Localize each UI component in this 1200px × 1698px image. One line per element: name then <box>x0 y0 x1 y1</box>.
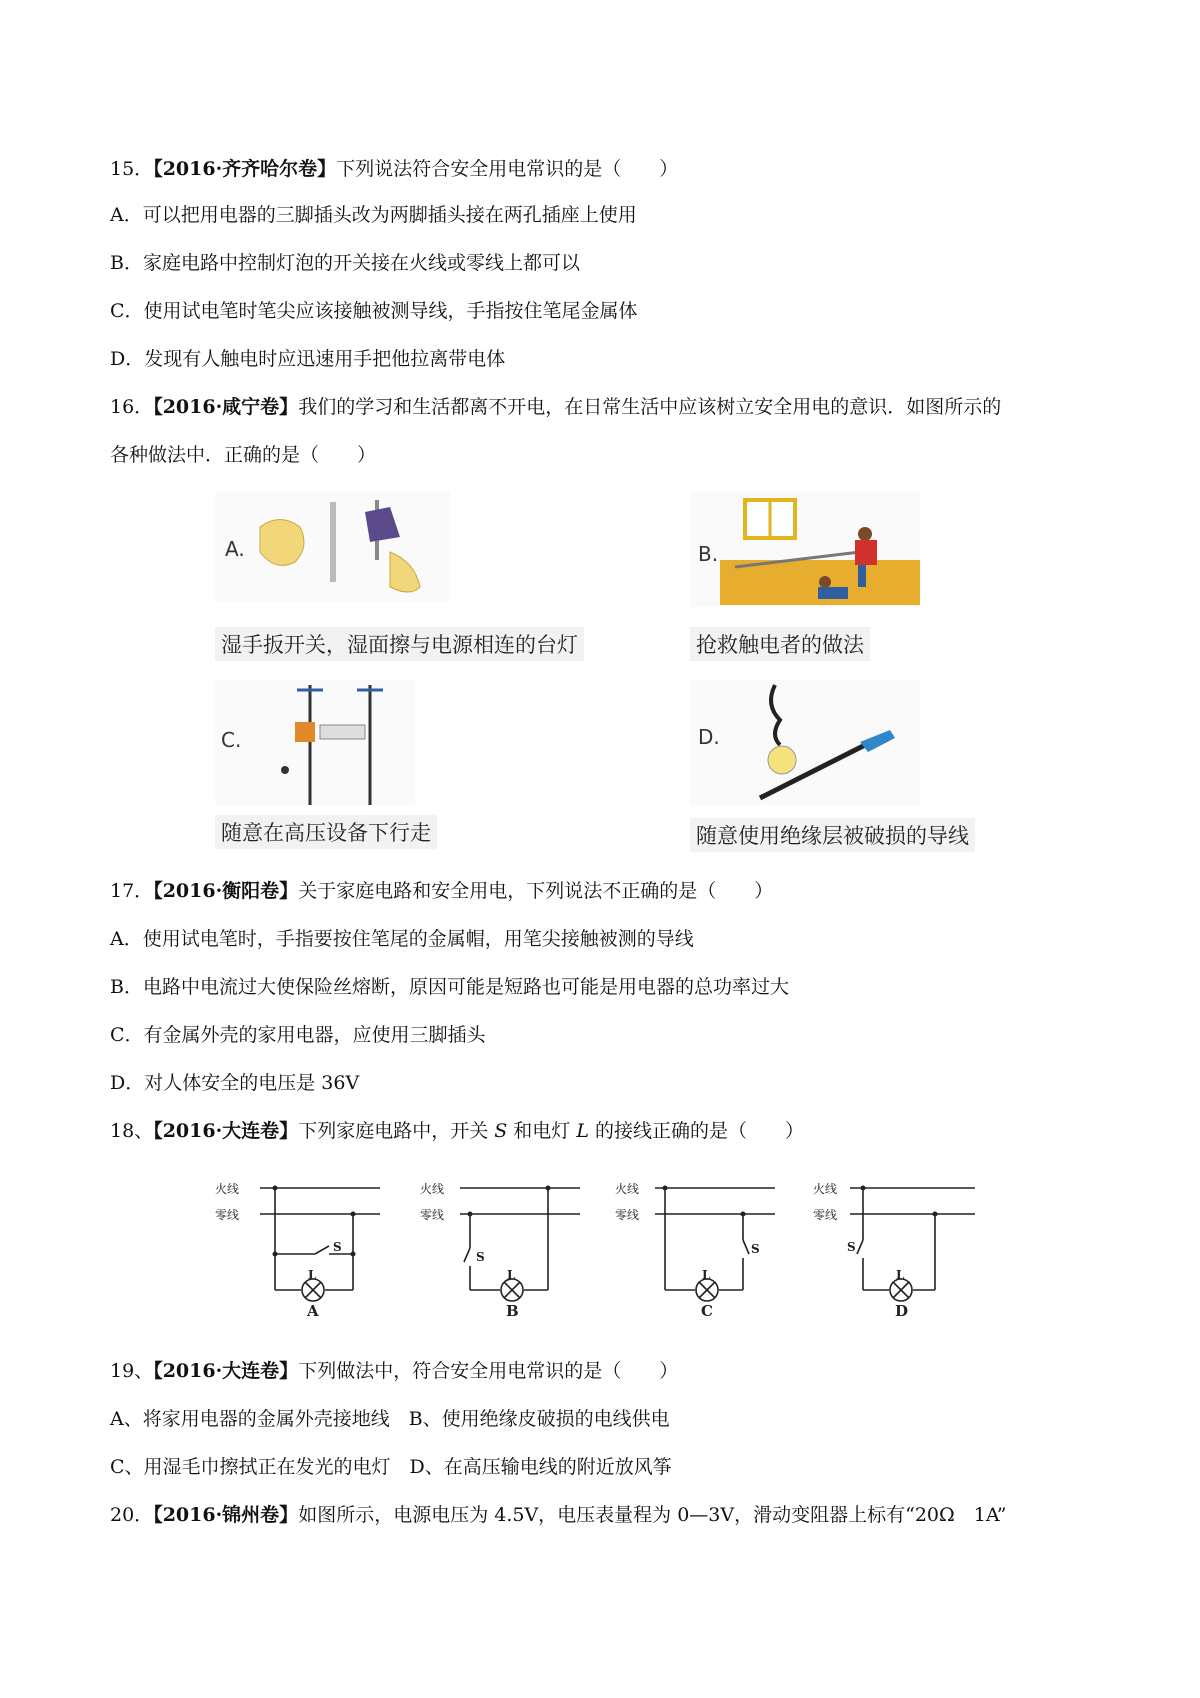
switch-label: S <box>751 1242 760 1256</box>
q17-option-a: A．使用试电笔时，手指要按住笔尾的金属帽，用笔尖接触被测的导线 <box>110 928 694 950</box>
q16-panel-a <box>215 492 610 667</box>
damaged-wire-illustration <box>690 680 920 805</box>
high-voltage-walk-illustration <box>215 680 415 805</box>
wet-hand-switch-illustration <box>215 492 450 602</box>
q16-panel-c-letter: C. <box>221 728 242 752</box>
neutral-wire-label: 零线 <box>215 1208 240 1222</box>
neutral-wire-label: 零线 <box>813 1208 838 1222</box>
neutral-wire-label: 零线 <box>420 1208 445 1222</box>
q16-panel-c-caption: 随意在高压设备下行走 <box>215 815 437 849</box>
q17-option-b: B．电路中电流过大使保险丝熔断，原因可能是短路也可能是用电器的总功率过大 <box>110 976 789 998</box>
circuit-b-letter: B <box>506 1302 519 1320</box>
q15-option-c: C．使用试电笔时笔尖应该接触被测导线，手指按住笔尾金属体 <box>110 300 638 322</box>
rescue-electric-shock-illustration <box>690 492 920 607</box>
q15-option-b: B．家庭电路中控制灯泡的开关接在火线或零线上都可以 <box>110 252 580 274</box>
q19-options-row-1: A、将家用电器的金属外壳接地线 B、使用绝缘皮破损的电线供电 <box>110 1408 670 1430</box>
q18-stem: 18、【2016·大连卷】下列家庭电路中，开关 S 和电灯 L 的接线正确的是（ ） <box>110 1120 805 1142</box>
lamp-label: L <box>308 1268 317 1282</box>
q16-source: 【2016·咸宁卷】 <box>153 396 299 418</box>
neutral-wire-label: 零线 <box>615 1208 640 1222</box>
circuit-a <box>215 1170 385 1320</box>
circuit-c <box>615 1170 785 1320</box>
circuit-b <box>420 1170 590 1320</box>
q20-source: 【2016·锦州卷】 <box>153 1504 299 1526</box>
circuit-d <box>815 1170 985 1320</box>
q16-panel-b-letter: B. <box>698 542 719 566</box>
q16-panel-b-caption: 抢救触电者的做法 <box>690 627 870 661</box>
q16-panel-d-letter: D. <box>698 725 720 749</box>
lamp-label: L <box>896 1268 905 1282</box>
lamp-label: L <box>702 1268 711 1282</box>
q17-option-c: C．有金属外壳的家用电器，应使用三脚插头 <box>110 1024 486 1046</box>
q16-stem: 16．【2016·咸宁卷】我们的学习和生活都离不开电，在日常生活中应该树立安全用电的意识．如图所示的 <box>110 396 1002 418</box>
q18-source: 【2016·大连卷】 <box>153 1120 299 1142</box>
q17-source: 【2016·衡阳卷】 <box>153 880 299 902</box>
circuit-d-letter: D <box>895 1302 909 1320</box>
q16-picture-grid <box>215 492 1015 862</box>
live-wire-label: 火线 <box>420 1182 445 1196</box>
q15-option-a: A．可以把用电器的三脚插头改为两脚插头接在两孔插座上使用 <box>110 204 637 226</box>
q15-source: 【2016·齐齐哈尔卷】 <box>153 158 337 180</box>
q19-stem: 19、【2016·大连卷】下列做法中，符合安全用电常识的是（ ） <box>110 1360 679 1382</box>
q15-stem: 15．【2016·齐齐哈尔卷】下列说法符合安全用电常识的是（ ） <box>110 158 679 180</box>
q16-panel-a-letter: A. <box>225 537 245 561</box>
q18-circuit-diagrams <box>215 1170 1015 1320</box>
q16-panel-b <box>690 492 1010 667</box>
q16-panel-a-caption: 湿手扳开关，湿面擦与电源相连的台灯 <box>215 627 584 661</box>
lamp-label: L <box>507 1268 516 1282</box>
circuit-a-letter: A <box>307 1302 319 1320</box>
live-wire-label: 火线 <box>813 1182 838 1196</box>
q16-panel-c <box>215 680 610 860</box>
q16-stem-cont: 各种做法中．正确的是（ ） <box>110 444 377 466</box>
q20-stem: 20．【2016·锦州卷】如图所示，电源电压为 4.5V，电压表量程为 0—3V，滑动变阻器上标有“20Ω 1A” <box>110 1504 1007 1526</box>
q18-lamp-symbol: L <box>576 1120 589 1142</box>
switch-label: S <box>476 1250 485 1264</box>
q17-option-d: D．对人体安全的电压是 36V <box>110 1072 360 1094</box>
q16-panel-d <box>690 680 1010 860</box>
live-wire-label: 火线 <box>215 1182 240 1196</box>
q18-switch-symbol: S <box>494 1120 508 1142</box>
switch-label: S <box>847 1240 856 1254</box>
switch-label: S <box>333 1240 342 1254</box>
q17-stem: 17．【2016·衡阳卷】关于家庭电路和安全用电，下列说法不正确的是（ ） <box>110 880 774 902</box>
q15-option-d: D．发现有人触电时应迅速用手把他拉离带电体 <box>110 348 506 370</box>
q19-source: 【2016·大连卷】 <box>153 1360 299 1382</box>
live-wire-label: 火线 <box>615 1182 640 1196</box>
circuit-c-letter: C <box>701 1302 713 1320</box>
q19-options-row-2: C、用湿毛巾擦拭正在发光的电灯 D、在高压输电线的附近放风筝 <box>110 1456 672 1478</box>
q16-panel-d-caption: 随意使用绝缘层被破损的导线 <box>690 818 975 852</box>
